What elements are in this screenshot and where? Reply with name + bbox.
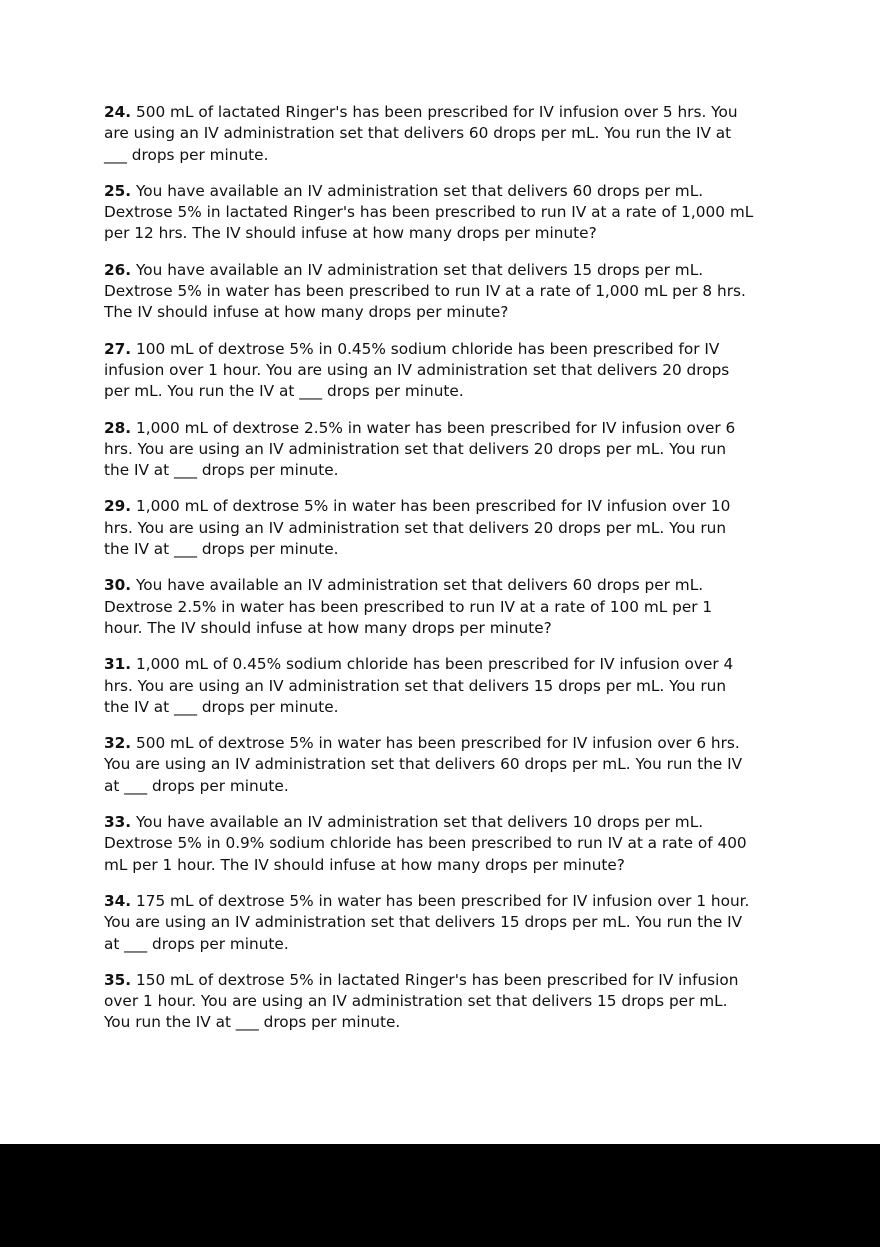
question-line: [104, 970, 804, 991]
question-29: [104, 496, 804, 560]
question-31: [104, 654, 804, 718]
question-33: [104, 812, 804, 876]
question-line: [104, 339, 804, 360]
question-line: hrs. You are using an IV administration set that delivers 15 drops per mL. You run: [104, 676, 727, 695]
question-line: hour. The IV should infuse at how many drops per minute?: [104, 618, 552, 637]
question-line: ___ drops per minute.: [104, 145, 269, 164]
question-line: the IV at ___ drops per minute.: [104, 697, 339, 716]
question-32: [104, 733, 804, 797]
question-text: 500 mL of lactated Ringer's has been prescribed for IV infusion over 5 hrs. You: [135, 103, 738, 121]
question-line: [104, 812, 804, 833]
question-line: Dextrose 2.5% in water has been prescribed to run IV at a rate of 100 mL per 1: [104, 597, 713, 616]
question-line: You are using an IV administration set that delivers 60 drops per mL. You run the IV: [104, 755, 743, 774]
question-line: the IV at ___ drops per minute.: [104, 540, 339, 559]
question-text: You have available an IV administration set that delivers 60 drops per mL.: [135, 576, 704, 595]
question-line: [104, 496, 804, 517]
question-28: [104, 418, 804, 482]
question-text: 500 mL of dextrose 5% in water has been prescribed for IV infusion over 6 hrs.: [135, 734, 740, 753]
question-line: hrs. You are using an IV administration set that delivers 20 drops per mL. You run: [104, 439, 727, 458]
question-line: [104, 102, 804, 123]
question-list: [104, 102, 804, 1049]
question-line: [104, 733, 804, 754]
question-line: [104, 891, 804, 912]
question-27: [104, 339, 804, 403]
question-text: 1,000 mL of dextrose 2.5% in water has been prescribed for IV infusion over 6: [135, 418, 736, 437]
question-line: You are using an IV administration set that delivers 15 drops per mL. You run the IV: [104, 913, 743, 932]
question-24: [104, 102, 804, 166]
question-line: the IV at ___ drops per minute.: [104, 461, 339, 480]
question-line: hrs. You are using an IV administration set that delivers 20 drops per mL. You run: [104, 518, 727, 537]
question-text: You have available an IV administration set that delivers 10 drops per mL.: [135, 813, 704, 832]
question-text: You have available an IV administration set that delivers 15 drops per mL.: [135, 260, 704, 279]
question-line: are using an IV administration set that delivers 60 drops per mL. You run the IV at: [104, 124, 732, 143]
question-line: mL per 1 hour. The IV should infuse at how many drops per minute?: [104, 855, 625, 874]
question-line: You run the IV at ___ drops per minute.: [104, 1013, 401, 1032]
question-number: 26.: [104, 260, 132, 279]
question-line: over 1 hour. You are using an IV administration set that delivers 15 drops per mL.: [104, 992, 728, 1011]
question-35: [104, 970, 804, 1034]
question-number: 33.: [104, 813, 132, 832]
question-text: 150 mL of dextrose 5% in lactated Ringer's has been prescribed for IV infusion: [135, 970, 739, 989]
question-text: You have available an IV administration set that delivers 60 drops per mL.: [135, 181, 704, 200]
question-line: Dextrose 5% in 0.9% sodium chloride has been prescribed to run IV at a rate of 400: [104, 834, 747, 853]
question-line: The IV should infuse at how many drops per minute?: [104, 303, 509, 322]
question-number: 34.: [104, 891, 132, 910]
question-number: 29.: [104, 497, 132, 516]
question-number: 24.: [104, 103, 132, 121]
question-line: [104, 260, 804, 281]
question-line: [104, 654, 804, 675]
question-30: [104, 575, 804, 639]
question-text: 1,000 mL of 0.45% sodium chloride has been prescribed for IV infusion over 4: [135, 655, 734, 674]
question-line: per 12 hrs. The IV should infuse at how many drops per minute?: [104, 224, 597, 243]
question-line: [104, 575, 804, 596]
question-number: 35.: [104, 970, 132, 989]
question-number: 32.: [104, 734, 132, 753]
question-line: infusion over 1 hour. You are using an IV administration set that delivers 20 drops: [104, 360, 730, 379]
question-25: [104, 181, 804, 245]
question-34: [104, 891, 804, 955]
question-line: per mL. You run the IV at ___ drops per minute.: [104, 382, 464, 401]
question-number: 31.: [104, 655, 132, 674]
question-line: [104, 418, 804, 439]
question-line: Dextrose 5% in lactated Ringer's has been prescribed to run IV at a rate of 1,000 mL: [104, 203, 754, 222]
question-number: 30.: [104, 576, 132, 595]
question-line: at ___ drops per minute.: [104, 776, 289, 795]
question-line: at ___ drops per minute.: [104, 934, 289, 953]
question-line: Dextrose 5% in water has been prescribed to run IV at a rate of 1,000 mL per 8 hrs.: [104, 282, 746, 301]
question-number: 28.: [104, 418, 132, 437]
question-text: 1,000 mL of dextrose 5% in water has been prescribed for IV infusion over 10: [135, 497, 731, 516]
black-letterbox-bar: [0, 1144, 880, 1247]
question-number: 27.: [104, 339, 132, 358]
question-number: 25.: [104, 181, 132, 200]
question-26: [104, 260, 804, 324]
question-text: 100 mL of dextrose 5% in 0.45% sodium chloride has been prescribed for IV: [135, 339, 720, 358]
question-line: [104, 181, 804, 202]
question-text: 175 mL of dextrose 5% in water has been prescribed for IV infusion over 1 hour.: [135, 891, 750, 910]
